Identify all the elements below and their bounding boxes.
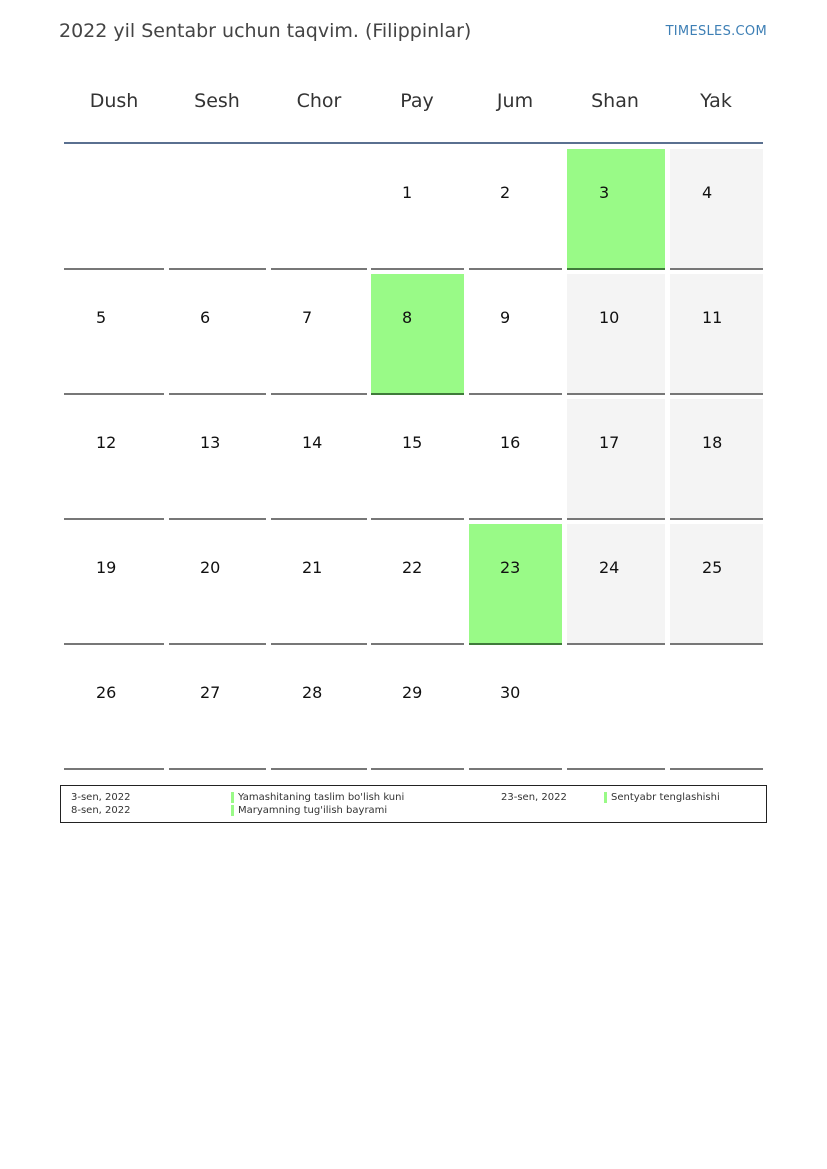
day-cell[interactable] bbox=[371, 149, 464, 270]
day-cell[interactable] bbox=[169, 649, 266, 770]
day-cell[interactable] bbox=[469, 149, 562, 270]
day-number: 12 bbox=[96, 433, 117, 452]
day-number: 20 bbox=[200, 558, 221, 577]
legend-date: 8-sen, 2022 bbox=[71, 805, 131, 816]
weekday-label: Chor bbox=[296, 90, 342, 112]
day-cell[interactable] bbox=[64, 524, 164, 645]
day-cell[interactable] bbox=[371, 524, 464, 645]
day-cell[interactable] bbox=[169, 524, 266, 645]
day-cell[interactable] bbox=[371, 649, 464, 770]
day-number: 29 bbox=[402, 683, 423, 702]
weekday-label: Sesh bbox=[194, 90, 240, 112]
header-divider bbox=[64, 142, 763, 144]
day-number: 22 bbox=[402, 558, 423, 577]
day-number: 27 bbox=[200, 683, 221, 702]
day-number: 17 bbox=[599, 433, 620, 452]
day-cell[interactable] bbox=[271, 524, 367, 645]
empty-day-cell bbox=[271, 149, 367, 270]
day-cell[interactable] bbox=[469, 649, 562, 770]
day-number: 26 bbox=[96, 683, 117, 702]
day-number: 9 bbox=[500, 308, 511, 327]
day-number: 28 bbox=[302, 683, 323, 702]
weekday-label: Pay bbox=[400, 90, 434, 112]
day-cell[interactable] bbox=[567, 524, 665, 645]
day-number: 14 bbox=[302, 433, 323, 452]
legend-holiday-name bbox=[604, 792, 720, 803]
holiday-day-cell[interactable] bbox=[567, 149, 665, 270]
weekday-label: Jum bbox=[496, 90, 534, 112]
legend-holiday-name bbox=[231, 805, 387, 816]
day-number: 19 bbox=[96, 558, 117, 577]
day-cell[interactable] bbox=[567, 274, 665, 395]
day-number: 8 bbox=[402, 308, 413, 327]
day-number: 25 bbox=[702, 558, 723, 577]
day-cell[interactable] bbox=[371, 399, 464, 520]
day-cell[interactable] bbox=[670, 274, 763, 395]
weekday-label: Dush bbox=[89, 90, 139, 112]
day-cell[interactable] bbox=[169, 399, 266, 520]
weekday-header bbox=[64, 90, 763, 120]
day-cell[interactable] bbox=[64, 274, 164, 395]
day-cell[interactable] bbox=[64, 399, 164, 520]
legend-date: 3-sen, 2022 bbox=[71, 792, 131, 803]
day-number: 24 bbox=[599, 558, 620, 577]
day-number: 13 bbox=[200, 433, 221, 452]
day-cell[interactable] bbox=[64, 649, 164, 770]
day-cell[interactable] bbox=[670, 524, 763, 645]
day-cell[interactable] bbox=[469, 399, 562, 520]
day-number: 4 bbox=[702, 183, 713, 202]
day-number: 21 bbox=[302, 558, 323, 577]
legend-date: 23-sen, 2022 bbox=[501, 792, 567, 803]
day-cell[interactable] bbox=[469, 274, 562, 395]
holiday-color-marker bbox=[604, 792, 607, 803]
brand-link[interactable]: TIMESLES.COM bbox=[665, 24, 767, 39]
day-cell[interactable] bbox=[271, 649, 367, 770]
day-number: 23 bbox=[500, 558, 521, 577]
day-number: 10 bbox=[599, 308, 620, 327]
day-cell[interactable] bbox=[169, 274, 266, 395]
day-cell[interactable] bbox=[670, 149, 763, 270]
holiday-color-marker bbox=[231, 792, 234, 803]
legend-holiday-name bbox=[231, 792, 404, 803]
day-number: 5 bbox=[96, 308, 107, 327]
day-cell[interactable] bbox=[271, 274, 367, 395]
holiday-color-marker bbox=[231, 805, 234, 816]
day-number: 18 bbox=[702, 433, 723, 452]
day-number: 16 bbox=[500, 433, 521, 452]
day-cell[interactable] bbox=[271, 399, 367, 520]
holiday-legend bbox=[60, 785, 767, 823]
day-number: 1 bbox=[402, 183, 413, 202]
day-number: 6 bbox=[200, 308, 211, 327]
holiday-day-cell[interactable] bbox=[469, 524, 562, 645]
page-title: 2022 yil Sentabr uchun taqvim. (Filippinlar) bbox=[59, 20, 472, 42]
day-number: 11 bbox=[702, 308, 723, 327]
empty-day-cell bbox=[567, 649, 665, 770]
day-number: 15 bbox=[402, 433, 423, 452]
legend-holiday-label: Yamashitaning taslim bo'lish kuni bbox=[238, 792, 405, 803]
day-cell[interactable] bbox=[567, 399, 665, 520]
day-number: 30 bbox=[500, 683, 521, 702]
day-number: 2 bbox=[500, 183, 511, 202]
weekday-label: Yak bbox=[700, 90, 732, 112]
empty-day-cell bbox=[64, 149, 164, 270]
day-number: 7 bbox=[302, 308, 313, 327]
day-cell[interactable] bbox=[670, 399, 763, 520]
empty-day-cell bbox=[169, 149, 266, 270]
weekday-label: Shan bbox=[591, 90, 639, 112]
day-number: 3 bbox=[599, 183, 610, 202]
empty-day-cell bbox=[670, 649, 763, 770]
legend-holiday-label: Sentyabr tenglashishi bbox=[611, 792, 720, 803]
legend-holiday-label: Maryamning tug'ilish bayrami bbox=[238, 805, 388, 816]
holiday-day-cell[interactable] bbox=[371, 274, 464, 395]
